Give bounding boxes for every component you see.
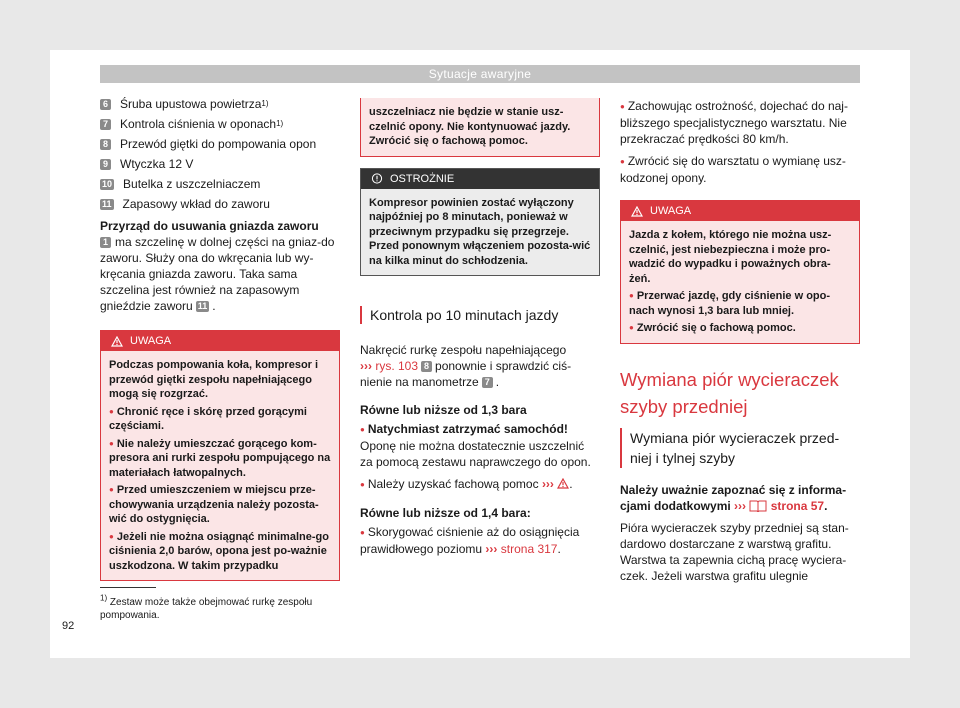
text: Skorygować ciśnienie aż do osiągnięcia prawidłowego poziomu [360, 525, 580, 556]
period: . [212, 299, 216, 313]
section-heading: Kontrola po 10 minutach jazdy [360, 306, 600, 324]
item-number: 8 [100, 139, 111, 150]
warning-body [621, 221, 859, 343]
warning-body [361, 98, 599, 156]
paragraph: Pióra wycieraczek szyby przedniej są stan-dardowo dostarczane z warstwą grafitu. Warstwa ta zapewnia cichą pracę wyciera-czek. Jeżeli warstwa grafitu ulegnie [620, 520, 849, 583]
text: Należy uważnie zapoznać się z informa-cjami dodatkowymi [620, 482, 847, 513]
valve-text: ma szczelinę w dolnej części na gniaz-do zaworu. Służy ona do wkręcania lub wy-kręcania gniazda zaworu. Taka sama szczelina jest również na zapasowym gnieździe zaworu [100, 235, 335, 313]
caution-bar [361, 169, 599, 189]
bullet: ● Zwrócić się do warsztatu o wymianę usz-kodzonej opony. [620, 153, 860, 186]
page-header: Sytuacje awaryjne [100, 65, 860, 83]
warning-bullet: ● Chronić ręce i skórę przed gorącymi częściami. [109, 405, 331, 434]
period: . [495, 375, 500, 389]
list-item [100, 156, 340, 172]
warning-body [101, 351, 339, 580]
subheading: Równe lub niższe od 1,3 bara [360, 403, 527, 417]
warning-bullet: ● Przed umieszczeniem w miejscu prze-chowywania urządzenia należy pozosta-wić do ostygnięcia. [109, 483, 331, 527]
bullet: ● Należy uzyskać fachową pomoc ››› . [360, 476, 600, 493]
item-text: Kontrola ciśnienia w oponach [120, 117, 277, 131]
item-number: 11 [197, 301, 208, 312]
text: Nakręcić rurkę zespołu napełniającego [360, 343, 567, 357]
valve-heading: Przyrząd do usuwania gniazda zaworu [100, 219, 319, 233]
list-item: 6 Śruba upustowa powietrza 1) [100, 96, 340, 112]
warning-text: uszczelniacz nie będzie w stanie usz-czelnić opony. Nie kontynuować jazdy. Zwrócić się o fachową pomoc. [369, 106, 571, 147]
warning-bullet: ● Przerwać jazdę, gdy ciśnienie w opo-nach wynosi 1,3 bara lub mniej. [629, 289, 851, 318]
page [50, 50, 910, 658]
list-item: 7 Kontrola ciśnienia w oponach 1) [100, 116, 340, 132]
item-text: Śruba upustowa powietrza [120, 97, 262, 111]
item-text: Wtyczka 12 V [120, 157, 194, 171]
text: Należy uzyskać fachową pomoc [367, 477, 539, 491]
arrows-icon: ››› [360, 359, 372, 373]
period: . [557, 542, 561, 556]
caution-box [360, 168, 600, 277]
item-number: 9 [100, 159, 111, 170]
column-3 [620, 98, 860, 590]
bullet: ● Zachowując ostrożność, dojechać do naj-bliższego specjalistycznego warsztatu. Nie przekraczać prędkości 80 km/h. [620, 98, 860, 147]
warning-triangle-icon [111, 336, 123, 347]
footnote-mark: 1) [100, 593, 108, 603]
warning-label: UWAGA [650, 205, 692, 217]
figure-link[interactable]: rys. 103 [375, 359, 419, 373]
warning-bullet: ● Jeżeli nie można osiągnąć minimalne-go ciśnienia 2,0 barów, opona jest po-ważnie uszkodzona. W takim przypadku [109, 530, 331, 574]
warning-box [100, 330, 340, 581]
arrows-icon: ››› [485, 542, 498, 556]
check-paragraph [360, 342, 600, 390]
warning-box [620, 200, 860, 344]
text: ponownie i sprawdzić ciś-nienie na manometrze [360, 359, 572, 389]
column-1 [100, 96, 340, 581]
caution-body [361, 189, 599, 276]
warning-bullet: ● Nie należy umieszczać gorącego kom-presora ani rurki zespołu pompującego na materiałach łatwopalnych. [109, 437, 331, 481]
chapter-title: Wymiana piór wycieraczek szyby przedniej [620, 368, 839, 417]
section-heading: Wymiana piór wycieraczek przed-niej i tylnej szyby [620, 428, 860, 468]
item-number: 11 [102, 198, 112, 209]
page-link[interactable]: strona 57 [770, 498, 825, 513]
list-item [100, 176, 340, 192]
item-text: Przewód giętki do pompowania opon [120, 137, 317, 151]
item-number: 10 [102, 178, 113, 189]
item-text: Butelka z uszczelniaczem [123, 177, 261, 191]
parts-list [100, 96, 340, 212]
paragraph: Należy uważnie zapoznać się z informa-cjami dodatkowymi ››› strona 57. [620, 482, 847, 513]
subheading: Równe lub niższe od 1,4 bara: [360, 506, 531, 520]
warning-bullet: ● Zwrócić się o fachową pomoc. [629, 321, 851, 336]
caution-text: Kompresor powinien zostać wyłączony najpóźniej po 8 minutach, ponieważ w przeciwnym przypadku się przegrzeje. Przed ponownym włączeniem pozosta-wić na kilka minut do schłodzenia. [369, 196, 591, 267]
item-number: 7 [100, 119, 111, 130]
warning-intro: Podczas pompowania koła, kompresor i przewód giętki zespołu napełniającego mogą się rozgrzać. [109, 359, 319, 400]
warning-bar [621, 201, 859, 221]
list-item [100, 196, 340, 212]
warning-label: UWAGA [130, 335, 172, 347]
divider [100, 587, 156, 588]
item-text: Zapasowy wkład do zaworu [122, 197, 270, 211]
page-number: 92 [62, 620, 75, 632]
arrows-icon: ››› [734, 498, 747, 513]
list-item [100, 136, 340, 152]
page-link[interactable]: strona 317 [500, 542, 558, 556]
warning-intro: Jazda z kołem, którego nie można usz-czelnić, jest niebezpieczna i może pro-wadzić do wypadku i poważnych obra-żeń. [629, 229, 832, 285]
footnote-text: Zestaw może także obejmować rurkę zespołu pompowania. [100, 597, 313, 621]
bullet [360, 524, 600, 557]
info-circle-icon [371, 173, 383, 184]
footnote [100, 587, 340, 622]
warning-triangle-icon[interactable] [557, 478, 569, 489]
warning-triangle-icon [631, 206, 643, 217]
book-icon[interactable] [749, 499, 767, 512]
warning-bar [101, 331, 339, 351]
paragraph: Oponę nie można dostatecznie uszczelnić za pomocą zestawu naprawczego do opon. [360, 439, 591, 469]
valve-paragraph [100, 218, 340, 314]
bullet: ● Natychmiast zatrzymać samochód! [360, 421, 600, 438]
column-2 [360, 98, 600, 563]
item-number: 1 [100, 237, 111, 248]
caution-label: OSTROŻNIE [390, 172, 455, 185]
arrows-icon: ››› [541, 477, 554, 491]
item-number: 6 [100, 99, 111, 110]
item-number: 8 [421, 361, 432, 372]
item-number: 7 [482, 377, 493, 388]
warning-box-continued [360, 98, 600, 157]
